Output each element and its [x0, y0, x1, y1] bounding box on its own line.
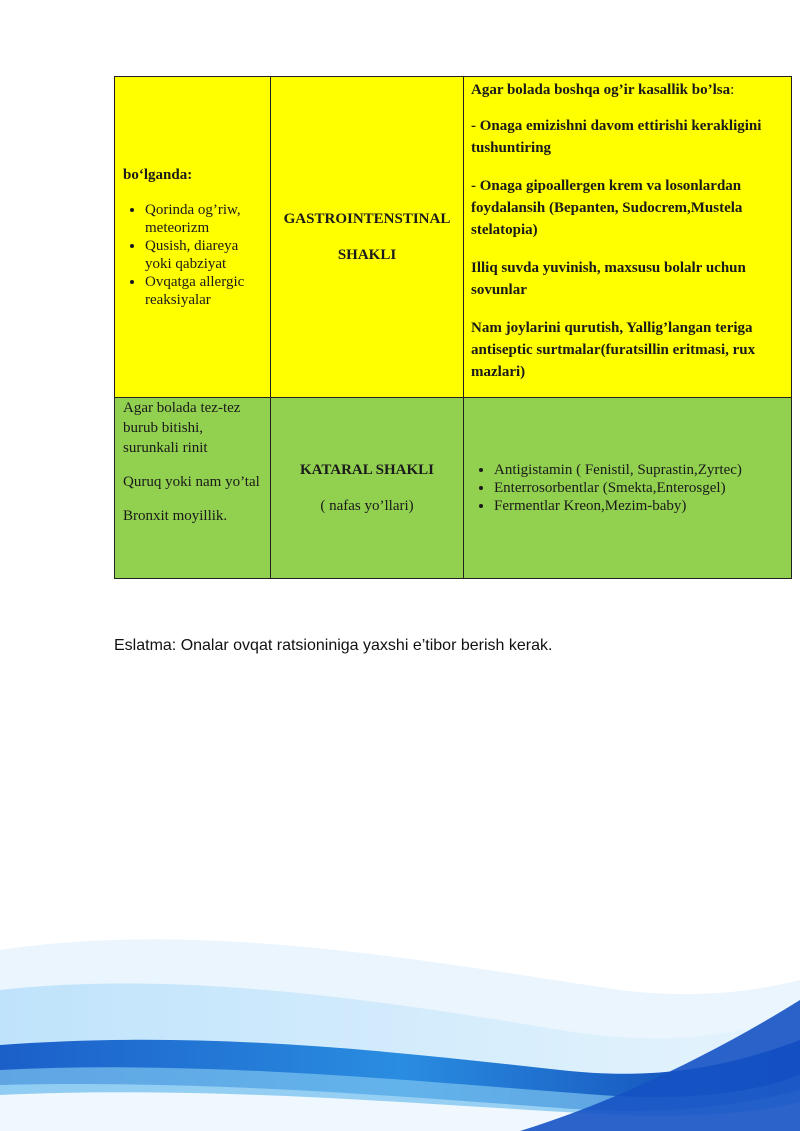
treatment-cell-kataral	[464, 398, 792, 579]
form-subtitle-gastro: SHAKLI	[337, 247, 397, 263]
form-cell-gastro	[271, 77, 464, 398]
table-row-kataral	[115, 398, 792, 579]
treatment-paragraph: Nam joylarini qurutish, Yallig’langan teriga antiseptic surtmalar(furatsillin eritmasi, rux mazlari)	[471, 320, 756, 380]
list-item: • Enterrosorbentlar (Smekta,Enterosgel)	[494, 479, 783, 497]
note-text: Eslatma: Onalar ovqat ratsioniniga yaxshi e’tibor berish kerak.	[114, 637, 553, 654]
treatment-paragraph: Illiq suvda yuvinish, maxsusu bolalr uchun sovunlar	[471, 260, 746, 298]
list-item: • Ovqatga allergic reaksiyalar	[145, 273, 262, 309]
list-item: • Fermentlar Kreon,Mezim-baby)	[494, 497, 783, 515]
form-cell-kataral	[271, 398, 464, 579]
symptoms-cell-gastro	[115, 77, 271, 398]
symptom-paragraph: Agar bolada tez-tez burub bitishi, surunkali rinit	[123, 400, 241, 456]
symptoms-cell-kataral	[115, 398, 271, 579]
footer-wave-decoration	[0, 880, 800, 1131]
form-subtitle-kataral: ( nafas yo’llari)	[320, 498, 414, 514]
treatment-table	[114, 76, 792, 579]
symptom-paragraph: Bronxit moyillik.	[123, 508, 228, 524]
form-title-kataral: KATARAL SHAKLI	[299, 462, 435, 478]
treatment-cell-gastro	[464, 77, 792, 398]
symptoms-list-gastro	[123, 201, 262, 309]
symptoms-heading: bo‘lganda:	[123, 167, 193, 183]
list-item: • Qusish, diareya yoki qabziyat	[145, 237, 262, 273]
treatment-paragraph: - Onaga emizishni davom ettirishi kerakligini tushuntiring	[471, 118, 762, 156]
treatment-intro: Agar bolada boshqa og’ir kasallik bo’lsa:	[471, 82, 735, 98]
table-row-gastrointestinal	[115, 77, 792, 398]
symptom-paragraph: Quruq yoki nam yo’tal	[123, 474, 260, 490]
medication-list	[468, 461, 783, 515]
list-item: • Antigistamin ( Fenistil, Suprastin,Zyrtec)	[494, 461, 783, 479]
form-title-gastro: GASTROINTENSTINAL	[283, 211, 451, 227]
treatment-paragraph: - Onaga gipoallergen krem va losonlardan foydalansih (Bepanten, Sudocrem,Mustela stelatopia)	[471, 178, 743, 238]
list-item: • Qorinda og’riw, meteorizm	[145, 201, 262, 237]
